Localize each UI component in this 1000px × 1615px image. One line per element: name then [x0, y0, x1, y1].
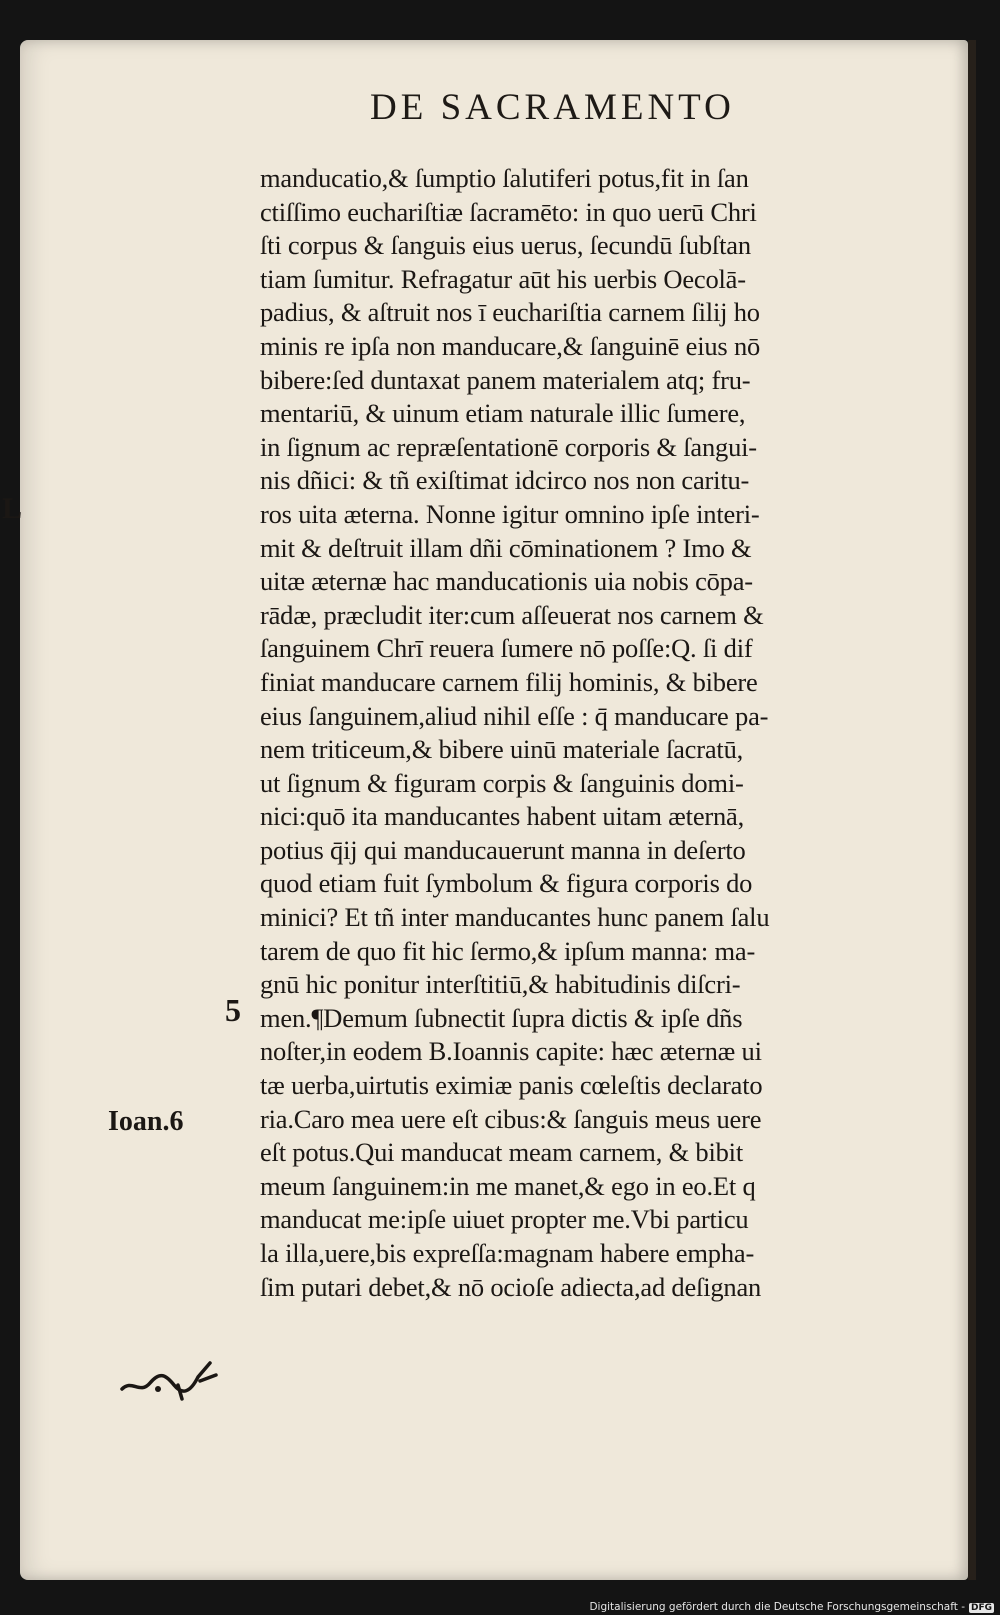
text-line: potius q̄ij qui manducauerunt manna in deſerto	[260, 834, 746, 865]
ink-flourish	[118, 1355, 228, 1405]
margin-note-edge: L	[2, 492, 23, 525]
running-head: DE SACRAMENTO	[370, 87, 735, 128]
margin-note-numeral: 5	[225, 992, 241, 1028]
text-line: rādæ, præcludit iter:cum aſſeuerat nos carnem &	[260, 599, 764, 630]
text-line: ros uita æterna. Nonne igitur omnino ipſe interi-	[260, 498, 760, 529]
text-line: eſt potus.Qui manducat meam carnem, & bibit	[260, 1137, 743, 1168]
text-line: nis dñici: & tñ exiſtimat idcirco nos non caritu-	[260, 465, 750, 496]
digitization-footer	[589, 1601, 994, 1613]
text-line: ctiſſimo euchariſtiæ ſacramēto: in quo uerū Chri	[260, 196, 757, 227]
text-line: nici:quō ita manducantes habent uitam æternā,	[260, 801, 745, 832]
text-line: ut ſignum & figuram corpis & ſanguinis domi-	[260, 767, 744, 798]
text-line: padius, & aſtruit nos ī euchariſtia carnem ſilij ho	[260, 297, 760, 328]
text-line: manducatio,& ſumptio ſalutiferi potus,fit in ſan	[260, 163, 749, 193]
text-line: ria.Caro mea uere eſt cibus:& ſanguis meus uere	[260, 1103, 762, 1134]
text-line: quod etiam fuit ſymbolum & figura corporis do	[260, 868, 753, 899]
text-line: bibere:ſed duntaxat panem materialem atq; fru-	[260, 364, 751, 395]
text-line: noſter,in eodem B.Ioannis capite: hæc æternæ ui	[260, 1036, 762, 1067]
dfg-logo: DFG	[970, 1603, 992, 1613]
text-block	[260, 162, 940, 1304]
text-line: finiat manducare carnem filij hominis, & bibere	[260, 666, 758, 697]
text-line: ſim putari debet,& nō ocioſe adiecta,ad deſignan	[260, 1271, 762, 1302]
text-line: minis re ipſa non manducare,& ſanguinē eius nō	[260, 330, 761, 361]
text-line: ſanguinem Chrī reuera ſumere nō poſſe:Q. ſi dif	[260, 633, 753, 664]
text-line: ſti corpus & ſanguis eius uerus, ſecundū ſubſtan	[260, 230, 751, 261]
footer-text: Digitalisierung gefördert durch die Deutsche Forschungsgemeinschaft -	[589, 1601, 965, 1613]
text-line: eius ſanguinem,aliud nihil eſſe : q̄ manducare pa-	[260, 700, 769, 731]
text-line: tæ uerba,uirtutis eximiæ panis cœleſtis declarato	[260, 1070, 763, 1101]
text-line: in ſignum ac repræſentationē corporis & ſangui-	[260, 431, 757, 462]
text-line: nem triticeum,& bibere uinū materiale ſacratū,	[260, 734, 744, 765]
text-line: uitæ æternæ hac manducationis uia nobis cōpa-	[260, 566, 753, 597]
text-line: men.¶Demum ſubnectit ſupra dictis & ipſe dñs	[260, 1002, 743, 1033]
text-line: mentariū, & uinum etiam naturale illic ſumere,	[260, 398, 746, 429]
text-line: tiam ſumitur. Refragatur aūt his uerbis Oecolā-	[260, 263, 746, 294]
text-line: mit & deſtruit illam dñi cōminationem ? Imo &	[260, 532, 752, 563]
text-line: tarem de quo fit hic ſermo,& ipſum manna: ma-	[260, 935, 756, 966]
text-line: meum ſanguinem:in me manet,& ego in eo.Et q	[260, 1170, 756, 1201]
text-line: gnū hic ponitur interſtitiū,& habitudinis diſcri-	[260, 969, 741, 1000]
text-line: minici? Et tñ inter manducantes hunc panem ſalu	[260, 902, 770, 933]
text-line: manducat me:ipſe uiuet propter me.Vbi particu	[260, 1204, 749, 1235]
text-line: la illa,uere,bis expreſſa:magnam habere empha-	[260, 1238, 755, 1268]
margin-note-reference: Ioan.6	[108, 1106, 184, 1137]
